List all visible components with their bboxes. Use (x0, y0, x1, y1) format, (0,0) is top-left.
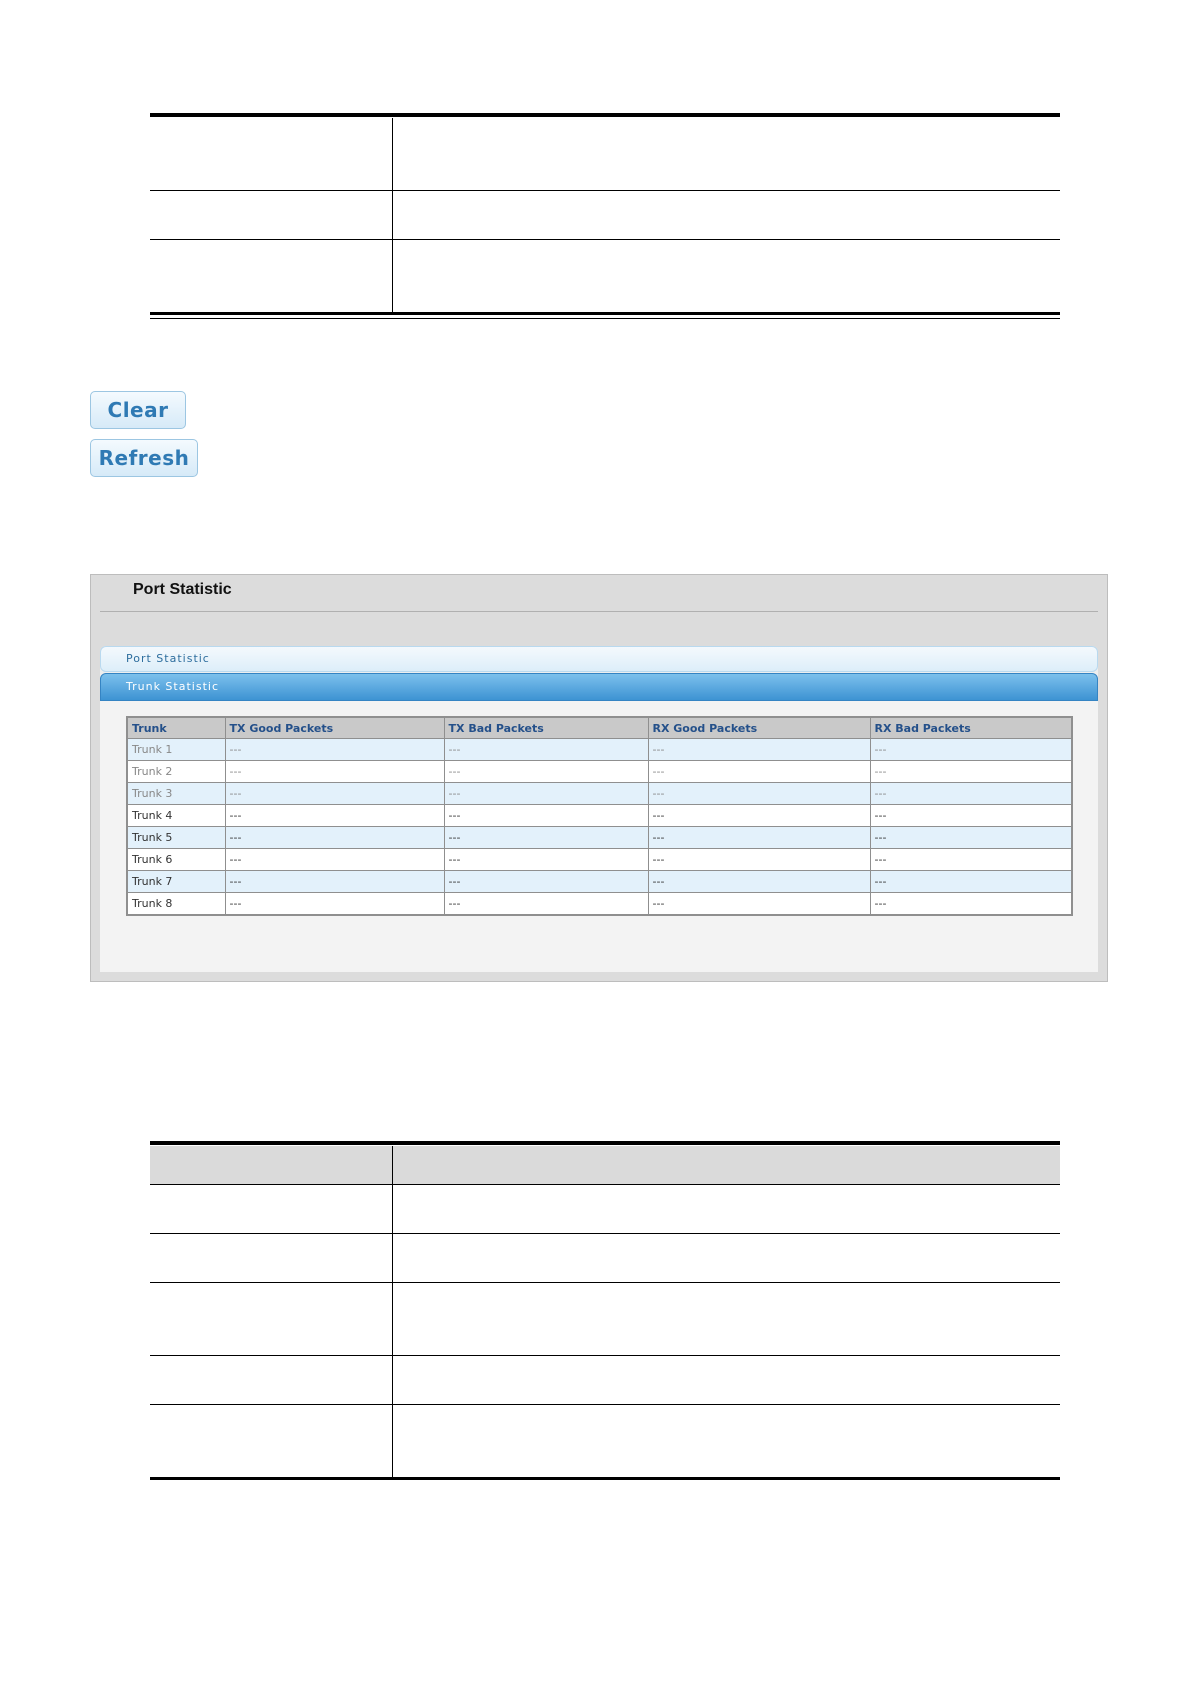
value-cell: --- (870, 893, 1072, 916)
panel-divider (100, 611, 1098, 612)
value-cell: --- (648, 849, 870, 871)
column-header-tx-good: TX Good Packets (225, 717, 444, 739)
value-cell: --- (225, 893, 444, 916)
clear-button[interactable]: Clear (90, 391, 186, 429)
value-cell: --- (225, 761, 444, 783)
table-header-row (127, 717, 1072, 739)
refresh-button[interactable]: Refresh (90, 439, 198, 477)
tab-container (100, 646, 1098, 972)
table-row (150, 1283, 1060, 1356)
table-row (127, 871, 1072, 893)
trunk-name-cell: Trunk 6 (127, 849, 225, 871)
value-cell: --- (648, 827, 870, 849)
value-cell: --- (444, 893, 648, 916)
trunk-name-cell: Trunk 1 (127, 739, 225, 761)
column-header-tx-bad: TX Bad Packets (444, 717, 648, 739)
value-cell: --- (648, 893, 870, 916)
table-row (127, 805, 1072, 827)
value-cell: --- (225, 783, 444, 805)
value-cell: --- (444, 827, 648, 849)
top-table-top-rule (150, 113, 1060, 117)
trunk-name-cell: Trunk 4 (127, 805, 225, 827)
value-cell: --- (444, 761, 648, 783)
table-row (150, 1356, 1060, 1405)
trunk-name-cell: Trunk 5 (127, 827, 225, 849)
value-cell: --- (648, 761, 870, 783)
value-cell: --- (648, 783, 870, 805)
value-cell: --- (870, 761, 1072, 783)
value-cell: --- (648, 739, 870, 761)
bottom-table-top-rule (150, 1141, 1060, 1145)
trunk-name-cell: Trunk 3 (127, 783, 225, 805)
table-row (127, 849, 1072, 871)
table-row (127, 893, 1072, 916)
value-cell: --- (225, 827, 444, 849)
table-row (150, 1405, 1060, 1479)
table-row (150, 118, 1060, 191)
table-row (150, 240, 1060, 314)
value-cell: --- (225, 739, 444, 761)
value-cell: --- (870, 827, 1072, 849)
table-row (127, 761, 1072, 783)
trunk-name-cell: Trunk 2 (127, 761, 225, 783)
value-cell: --- (225, 849, 444, 871)
top-table-bottom-rule (150, 318, 1060, 319)
value-cell: --- (870, 871, 1072, 893)
value-cell: --- (870, 805, 1072, 827)
value-cell: --- (225, 805, 444, 827)
port-statistic-panel (90, 574, 1108, 982)
table-header-row (150, 1146, 1060, 1185)
value-cell: --- (648, 805, 870, 827)
tab-port-statistic[interactable]: Port Statistic (100, 646, 1098, 672)
table-row (150, 1234, 1060, 1283)
value-cell: --- (444, 739, 648, 761)
value-cell: --- (870, 739, 1072, 761)
value-cell: --- (444, 849, 648, 871)
value-cell: --- (870, 849, 1072, 871)
value-cell: --- (444, 805, 648, 827)
bottom-description-table (150, 1146, 1060, 1480)
table-row (150, 191, 1060, 240)
tab-body (100, 701, 1098, 972)
trunk-statistic-table (126, 716, 1073, 916)
table-row (127, 827, 1072, 849)
tab-trunk-statistic[interactable]: Trunk Statistic (100, 673, 1098, 701)
trunk-name-cell: Trunk 7 (127, 871, 225, 893)
column-header-trunk: Trunk (127, 717, 225, 739)
table-row (127, 783, 1072, 805)
value-cell: --- (225, 871, 444, 893)
value-cell: --- (444, 871, 648, 893)
table-row (127, 739, 1072, 761)
value-cell: --- (444, 783, 648, 805)
top-description-table (150, 118, 1060, 315)
column-header-rx-bad: RX Bad Packets (870, 717, 1072, 739)
panel-title: Port Statistic (133, 581, 232, 598)
column-header-rx-good: RX Good Packets (648, 717, 870, 739)
table-row (150, 1185, 1060, 1234)
value-cell: --- (648, 871, 870, 893)
value-cell: --- (870, 783, 1072, 805)
trunk-name-cell: Trunk 8 (127, 893, 225, 916)
